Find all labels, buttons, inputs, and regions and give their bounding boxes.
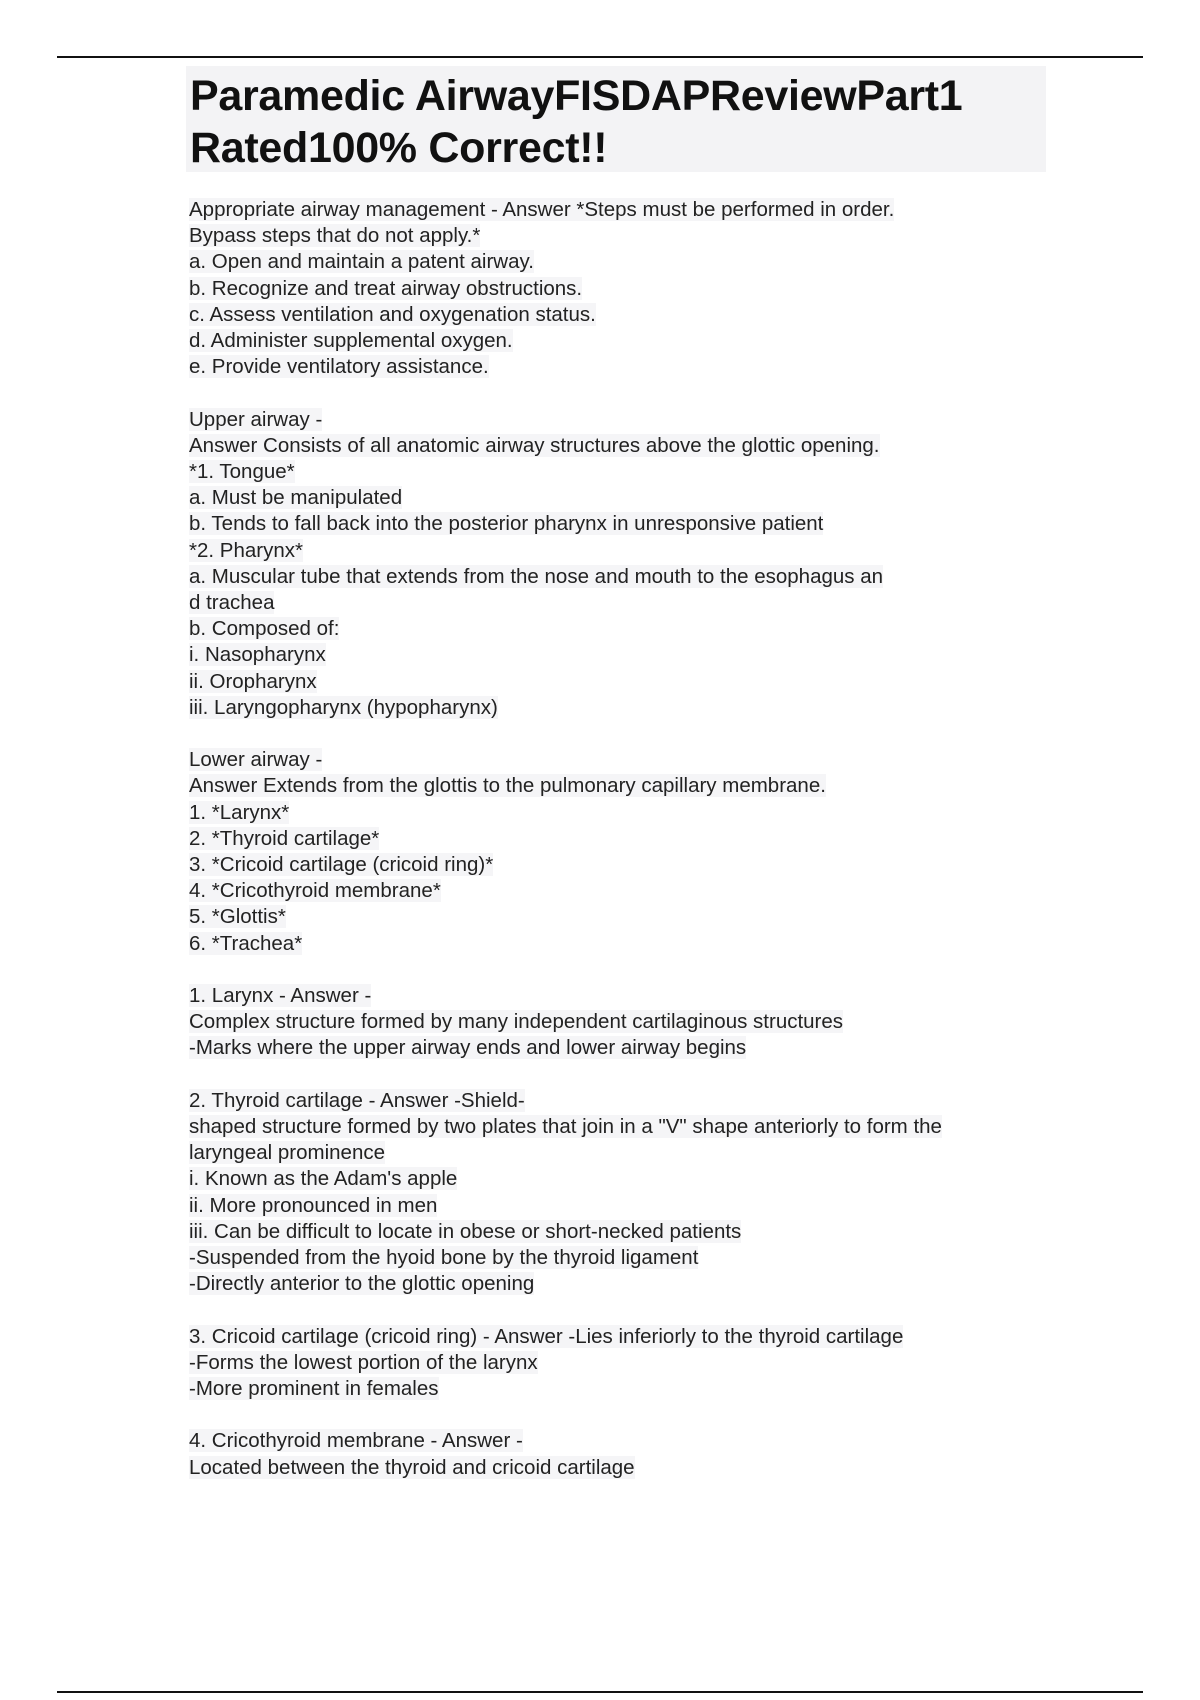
text-line (189, 1193, 1069, 1219)
text-line (189, 1219, 1069, 1245)
text-line (189, 1376, 1069, 1402)
text-line-content: *1. Tongue* (189, 460, 295, 484)
text-line-content: d. Administer supplemental oxygen. (189, 329, 513, 353)
text-line (189, 485, 1069, 511)
text-line (189, 433, 1069, 459)
qa-section (189, 1324, 1069, 1403)
text-line-content: iii. Can be difficult to locate in obese or short-necked patients (189, 1219, 742, 1243)
text-line-content: a. Must be manipulated (189, 486, 403, 510)
text-line-content: c. Assess ventilation and oxygenation status. (189, 302, 596, 326)
document-body (189, 197, 1069, 1507)
text-line-content: a. Muscular tube that extends from the nose and mouth to the esophagus an (189, 564, 884, 588)
text-line (189, 931, 1069, 957)
bottom-rule (57, 1691, 1143, 1693)
text-line (189, 223, 1069, 249)
text-line-content: ii. Oropharynx (189, 669, 317, 693)
top-rule (57, 56, 1143, 58)
text-line (189, 276, 1069, 302)
document-title-line-1: Paramedic AirwayFISDAPReviewPart1 (190, 72, 963, 120)
text-line (189, 695, 1069, 721)
text-line-content: Located between the thyroid and cricoid cartilage (189, 1455, 635, 1479)
text-line-content: 2. *Thyroid cartilage* (189, 826, 380, 850)
text-line (189, 197, 1069, 223)
text-line (189, 1114, 1069, 1140)
text-line-content: 3. *Cricoid cartilage (cricoid ring)* (189, 853, 494, 877)
text-line-content: 6. *Trachea* (189, 931, 303, 955)
text-line (189, 1271, 1069, 1297)
text-line-content: i. Nasopharynx (189, 643, 326, 667)
text-line-content: iii. Laryngopharynx (hypopharynx) (189, 695, 498, 719)
text-line-content: a. Open and maintain a patent airway. (189, 250, 534, 274)
text-line (189, 747, 1069, 773)
text-line-content: -Marks where the upper airway ends and lower airway begins (189, 1036, 747, 1060)
text-line (189, 249, 1069, 275)
text-line-content: Answer Consists of all anatomic airway structures above the glottic opening. (189, 433, 880, 457)
text-line (189, 669, 1069, 695)
qa-section (189, 1428, 1069, 1480)
text-line-content: -Forms the lowest portion of the larynx (189, 1350, 538, 1374)
text-line (189, 1350, 1069, 1376)
text-line-content: b. Recognize and treat airway obstructions. (189, 276, 583, 300)
text-line (189, 590, 1069, 616)
text-line (189, 1245, 1069, 1271)
text-line (189, 354, 1069, 380)
text-line-content: shaped structure formed by two plates that join in a "V" shape anteriorly to form the (189, 1115, 942, 1139)
text-line (189, 904, 1069, 930)
text-line-content: 1. Larynx - Answer - (189, 984, 372, 1008)
text-line-content: b. Composed of: (189, 617, 340, 641)
text-line (189, 826, 1069, 852)
text-line-content: 2. Thyroid cartilage - Answer -Shield- (189, 1088, 525, 1112)
text-line-content: e. Provide ventilatory assistance. (189, 355, 489, 379)
text-line (189, 642, 1069, 668)
text-line (189, 1428, 1069, 1454)
text-line-content: d trachea (189, 591, 275, 615)
text-line (189, 407, 1069, 433)
text-line-content: Lower airway - (189, 748, 323, 772)
text-line-content: -More prominent in females (189, 1377, 439, 1401)
text-line (189, 564, 1069, 590)
text-line (189, 538, 1069, 564)
text-line-content: laryngeal prominence (189, 1141, 386, 1165)
text-line (189, 878, 1069, 904)
text-line-content: Complex structure formed by many independent cartilaginous structures (189, 1010, 844, 1034)
text-line-content: -Directly anterior to the glottic opening (189, 1272, 535, 1296)
text-line (189, 852, 1069, 878)
text-line-content: Answer Extends from the glottis to the pulmonary capillary membrane. (189, 774, 826, 798)
text-line-content: 4. *Cricothyroid membrane* (189, 879, 441, 903)
text-line (189, 511, 1069, 537)
text-line-content: -Suspended from the hyoid bone by the thyroid ligament (189, 1246, 699, 1270)
text-line-content: Bypass steps that do not apply.* (189, 224, 481, 248)
text-line (189, 1455, 1069, 1481)
text-line-content: 4. Cricothyroid membrane - Answer - (189, 1429, 523, 1453)
text-line (189, 1035, 1069, 1061)
text-line (189, 328, 1069, 354)
text-line (189, 1009, 1069, 1035)
text-line (189, 616, 1069, 642)
text-line-content: Appropriate airway management - Answer *Steps must be performed in order. (189, 198, 895, 221)
text-line (189, 1166, 1069, 1192)
text-line-content: 3. Cricoid cartilage (cricoid ring) - Answer -Lies inferiorly to the thyroid cartilage (189, 1324, 904, 1348)
text-line-content: ii. More pronounced in men (189, 1193, 438, 1217)
text-line-content: *2. Pharynx* (189, 538, 303, 562)
qa-section (189, 747, 1069, 957)
qa-section (189, 983, 1069, 1062)
text-line (189, 459, 1069, 485)
document-title-line-2: Rated100% Correct!! (190, 124, 608, 172)
qa-section (189, 197, 1069, 380)
text-line (189, 1324, 1069, 1350)
text-line (189, 1140, 1069, 1166)
text-line (189, 983, 1069, 1009)
text-line-content: i. Known as the Adam's apple (189, 1167, 458, 1191)
text-line (189, 302, 1069, 328)
text-line-content: b. Tends to fall back into the posterior pharynx in unresponsive patient (189, 512, 824, 536)
qa-section (189, 1088, 1069, 1298)
text-line-content: 5. *Glottis* (189, 905, 286, 929)
text-line (189, 1088, 1069, 1114)
text-line (189, 800, 1069, 826)
text-line-content: 1. *Larynx* (189, 800, 290, 824)
text-line (189, 773, 1069, 799)
text-line-content: Upper airway - (189, 407, 323, 431)
qa-section (189, 407, 1069, 721)
